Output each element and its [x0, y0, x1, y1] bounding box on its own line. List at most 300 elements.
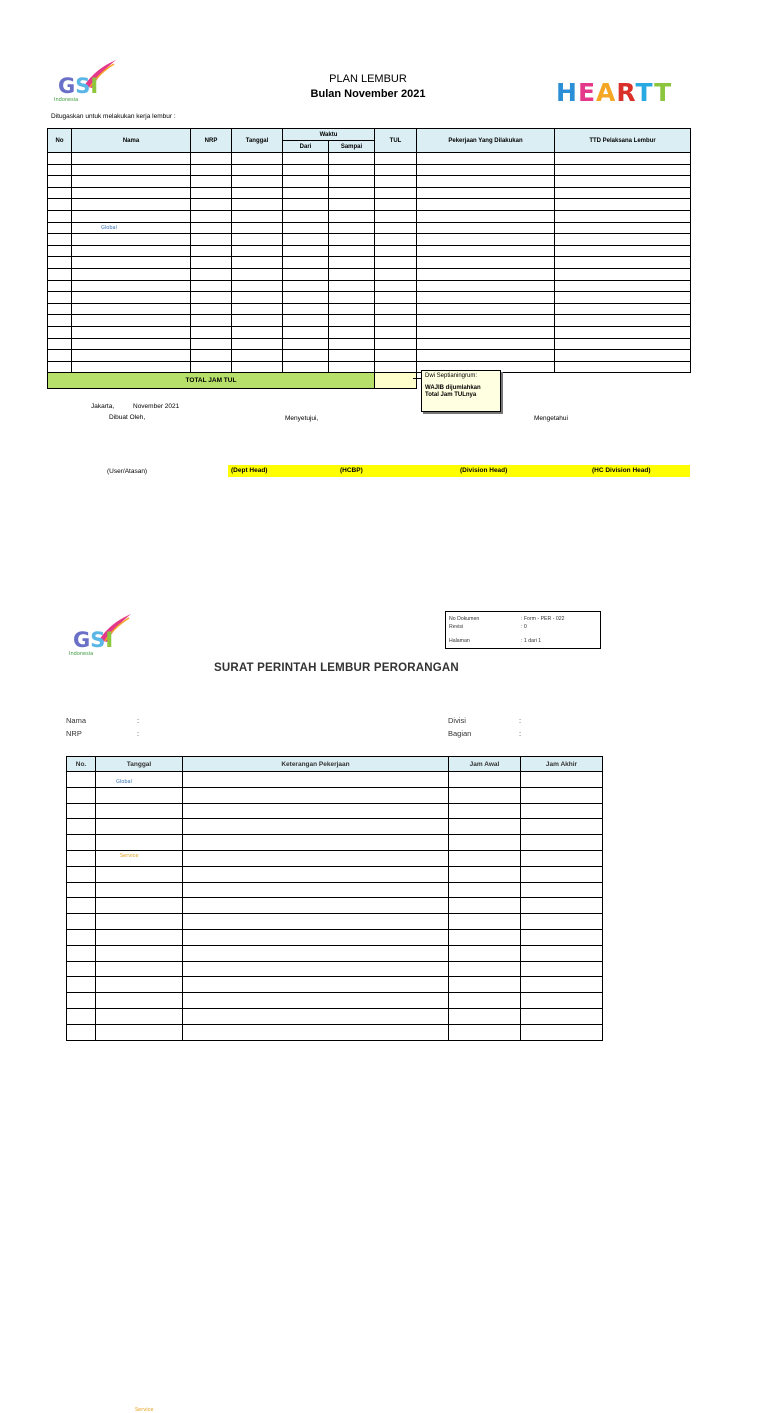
table-cell[interactable]	[375, 361, 417, 373]
table-cell[interactable]	[375, 153, 417, 165]
table-cell[interactable]	[521, 961, 603, 977]
table-cell[interactable]	[329, 280, 375, 292]
table-cell[interactable]	[329, 210, 375, 222]
table-cell[interactable]	[449, 803, 521, 819]
table-cell[interactable]	[48, 234, 72, 246]
table-cell[interactable]	[183, 1008, 449, 1024]
table-cell[interactable]	[521, 945, 603, 961]
table-cell[interactable]	[96, 787, 183, 803]
table-cell[interactable]	[232, 210, 283, 222]
table-cell[interactable]	[555, 303, 691, 315]
table-cell[interactable]	[183, 866, 449, 882]
table-cell[interactable]	[191, 176, 232, 188]
table-cell[interactable]	[72, 315, 191, 327]
table-cell[interactable]	[48, 199, 72, 211]
table-cell[interactable]	[375, 303, 417, 315]
table-cell[interactable]	[521, 787, 603, 803]
table-cell[interactable]	[96, 803, 183, 819]
table-cell[interactable]	[232, 176, 283, 188]
table-row	[48, 153, 691, 165]
table-cell[interactable]	[555, 199, 691, 211]
table-cell[interactable]	[555, 257, 691, 269]
table-cell[interactable]	[67, 850, 96, 866]
table-cell[interactable]	[521, 803, 603, 819]
table-cell[interactable]	[375, 210, 417, 222]
table-cell[interactable]	[375, 245, 417, 257]
table-cell[interactable]	[72, 268, 191, 280]
table-cell[interactable]	[449, 882, 521, 898]
table-cell[interactable]	[449, 914, 521, 930]
table-cell[interactable]	[48, 153, 72, 165]
table-row	[67, 993, 603, 1009]
table-cell[interactable]	[555, 326, 691, 338]
table-cell[interactable]	[67, 819, 96, 835]
table-cell[interactable]	[48, 268, 72, 280]
table-cell[interactable]	[555, 315, 691, 327]
table-cell[interactable]	[232, 257, 283, 269]
table-cell[interactable]	[96, 1008, 183, 1024]
heartt-letter: T	[635, 78, 655, 107]
table-cell[interactable]	[449, 819, 521, 835]
table-cell[interactable]	[72, 210, 191, 222]
place-label: Jakarta,	[91, 403, 115, 410]
table-cell[interactable]	[449, 772, 521, 788]
table-row	[67, 803, 603, 819]
table-cell[interactable]	[72, 245, 191, 257]
table-cell[interactable]	[191, 326, 232, 338]
table-cell[interactable]	[329, 153, 375, 165]
table-cell[interactable]	[232, 280, 283, 292]
table-cell[interactable]	[48, 176, 72, 188]
table-cell[interactable]	[417, 326, 555, 338]
table-cell[interactable]	[96, 929, 183, 945]
table-cell[interactable]	[191, 234, 232, 246]
table-cell[interactable]	[417, 303, 555, 315]
col-tanggal: Tanggal	[232, 129, 283, 153]
table-cell[interactable]	[48, 338, 72, 350]
table-cell[interactable]	[183, 882, 449, 898]
table-cell[interactable]	[183, 803, 449, 819]
table-row	[67, 787, 603, 803]
table-cell[interactable]	[48, 292, 72, 304]
table-cell[interactable]	[555, 234, 691, 246]
gsi-tagline: Global Service Indonesia	[54, 97, 139, 859]
table-cell[interactable]	[283, 153, 329, 165]
table-cell[interactable]	[449, 787, 521, 803]
table-cell[interactable]	[329, 234, 375, 246]
table-cell[interactable]	[191, 303, 232, 315]
field-bagian-label: Bagian	[448, 729, 472, 738]
table-cell[interactable]	[521, 819, 603, 835]
table-cell[interactable]	[417, 164, 555, 176]
table-cell[interactable]	[191, 164, 232, 176]
table-cell[interactable]	[449, 898, 521, 914]
table-cell[interactable]	[67, 787, 96, 803]
table-cell[interactable]	[67, 1008, 96, 1024]
table-cell[interactable]	[521, 850, 603, 866]
table-cell[interactable]	[555, 361, 691, 373]
table-cell[interactable]	[329, 350, 375, 362]
table-cell[interactable]	[67, 977, 96, 993]
table-cell[interactable]	[96, 772, 183, 788]
table-cell[interactable]	[96, 977, 183, 993]
table-cell[interactable]	[232, 350, 283, 362]
table-cell[interactable]	[67, 772, 96, 788]
table-cell[interactable]	[72, 222, 191, 234]
table-cell[interactable]	[449, 993, 521, 1009]
table-cell[interactable]	[48, 257, 72, 269]
table-cell[interactable]	[183, 850, 449, 866]
table-row	[48, 187, 691, 199]
table-cell[interactable]	[449, 1024, 521, 1040]
table-cell[interactable]	[191, 280, 232, 292]
table-cell[interactable]	[96, 1024, 183, 1040]
col-ttd: TTD Pelaksana Lembur	[555, 129, 691, 153]
table-cell[interactable]	[417, 268, 555, 280]
table-cell[interactable]	[521, 1024, 603, 1040]
table-cell[interactable]	[232, 361, 283, 373]
table-cell[interactable]	[521, 993, 603, 1009]
table-cell[interactable]	[417, 350, 555, 362]
table-cell[interactable]	[375, 257, 417, 269]
table-row	[48, 361, 691, 373]
comment-author: Dwi Septianingrum:	[425, 373, 478, 379]
table-cell[interactable]	[232, 199, 283, 211]
table-cell[interactable]	[417, 210, 555, 222]
table-cell[interactable]	[555, 187, 691, 199]
table-cell[interactable]	[232, 153, 283, 165]
table-cell[interactable]	[417, 153, 555, 165]
table-cell[interactable]	[329, 176, 375, 188]
table-cell[interactable]	[283, 350, 329, 362]
table-cell[interactable]	[191, 315, 232, 327]
table-cell[interactable]	[48, 222, 72, 234]
table-cell[interactable]	[72, 350, 191, 362]
table-cell[interactable]	[48, 326, 72, 338]
table-cell[interactable]	[417, 257, 555, 269]
table-cell[interactable]	[96, 993, 183, 1009]
table-cell[interactable]	[375, 292, 417, 304]
field-divisi-label: Divisi	[448, 716, 466, 725]
table-cell[interactable]	[329, 303, 375, 315]
table-cell[interactable]	[191, 153, 232, 165]
table-cell[interactable]	[191, 268, 232, 280]
table-row	[48, 199, 691, 211]
table-cell[interactable]	[72, 153, 191, 165]
table-cell[interactable]	[191, 187, 232, 199]
table-cell[interactable]	[232, 187, 283, 199]
table-cell[interactable]	[72, 280, 191, 292]
table-cell[interactable]	[67, 803, 96, 819]
table-cell[interactable]	[96, 914, 183, 930]
table-cell[interactable]	[67, 866, 96, 882]
table-cell[interactable]	[375, 280, 417, 292]
table-cell[interactable]	[96, 961, 183, 977]
table-cell[interactable]	[521, 866, 603, 882]
table-cell[interactable]	[283, 268, 329, 280]
table-cell[interactable]	[183, 819, 449, 835]
table-cell[interactable]	[449, 929, 521, 945]
table-cell[interactable]	[191, 350, 232, 362]
table-cell[interactable]	[232, 292, 283, 304]
table-cell[interactable]	[329, 292, 375, 304]
table-cell[interactable]	[521, 914, 603, 930]
table-cell[interactable]	[183, 929, 449, 945]
table-cell[interactable]	[375, 176, 417, 188]
table-cell[interactable]	[521, 1008, 603, 1024]
table-cell[interactable]	[67, 835, 96, 851]
table-cell[interactable]	[375, 350, 417, 362]
table-cell[interactable]	[48, 245, 72, 257]
doc-page-value: : 1 dari 1	[521, 638, 542, 644]
gsi-letters: GSI	[58, 74, 99, 98]
table-cell[interactable]	[283, 199, 329, 211]
table-cell[interactable]	[417, 187, 555, 199]
table-cell[interactable]	[375, 338, 417, 350]
table-cell[interactable]	[521, 929, 603, 945]
table-cell[interactable]	[48, 315, 72, 327]
table-cell[interactable]	[555, 350, 691, 362]
table-row	[67, 882, 603, 898]
doc-number-value: : Form - PER - 022	[521, 616, 565, 622]
table-cell[interactable]	[375, 315, 417, 327]
table-cell[interactable]	[555, 280, 691, 292]
table-cell[interactable]	[375, 164, 417, 176]
table-cell[interactable]	[72, 199, 191, 211]
table-cell[interactable]	[191, 338, 232, 350]
table-cell[interactable]	[183, 772, 449, 788]
table-cell[interactable]	[72, 361, 191, 373]
page-title: PLAN LEMBUR	[329, 73, 407, 85]
table-cell[interactable]	[555, 164, 691, 176]
table-cell[interactable]	[232, 234, 283, 246]
table-cell[interactable]	[555, 245, 691, 257]
table-cell[interactable]	[329, 164, 375, 176]
table-cell[interactable]	[521, 882, 603, 898]
table-cell[interactable]	[283, 326, 329, 338]
table-cell[interactable]	[283, 257, 329, 269]
table-row	[67, 819, 603, 835]
table-cell[interactable]	[283, 210, 329, 222]
table-cell[interactable]	[232, 222, 283, 234]
table-cell[interactable]	[555, 222, 691, 234]
table-row	[67, 1024, 603, 1040]
table-cell[interactable]	[521, 835, 603, 851]
table-cell[interactable]	[521, 898, 603, 914]
table-cell[interactable]	[232, 338, 283, 350]
table-cell[interactable]	[283, 338, 329, 350]
heartt-letter: T	[654, 78, 673, 107]
table-cell[interactable]	[67, 993, 96, 1009]
table-cell[interactable]	[232, 164, 283, 176]
total-jam-tul-label: TOTAL JAM TUL	[48, 373, 375, 389]
table-cell[interactable]	[72, 234, 191, 246]
table-cell[interactable]	[283, 187, 329, 199]
table-cell[interactable]	[329, 199, 375, 211]
field-divisi-sep: :	[519, 716, 522, 725]
table-cell[interactable]	[48, 210, 72, 222]
table-cell[interactable]	[449, 835, 521, 851]
table-cell[interactable]	[449, 945, 521, 961]
table-cell[interactable]	[375, 222, 417, 234]
table-cell[interactable]	[375, 268, 417, 280]
table-cell[interactable]	[191, 199, 232, 211]
table-cell[interactable]	[183, 787, 449, 803]
table-cell[interactable]	[48, 350, 72, 362]
table-cell[interactable]	[48, 361, 72, 373]
table-cell[interactable]	[521, 977, 603, 993]
table-cell[interactable]	[72, 326, 191, 338]
table-cell[interactable]	[329, 338, 375, 350]
table-cell[interactable]	[67, 961, 96, 977]
col-waktu: Waktu	[283, 129, 375, 141]
table-cell[interactable]	[449, 850, 521, 866]
table-cell[interactable]	[417, 234, 555, 246]
table-cell[interactable]	[417, 222, 555, 234]
table-cell[interactable]	[191, 257, 232, 269]
table-cell[interactable]	[555, 268, 691, 280]
table-cell[interactable]	[329, 245, 375, 257]
table-cell[interactable]	[191, 210, 232, 222]
table-row	[48, 338, 691, 350]
field-nama-sep: :	[137, 716, 140, 725]
comment-text-line1: WAJIB dijumlahkan	[425, 385, 481, 391]
table-cell[interactable]	[232, 268, 283, 280]
table-cell[interactable]	[555, 153, 691, 165]
table-cell[interactable]	[283, 292, 329, 304]
table-cell[interactable]	[96, 882, 183, 898]
table-cell[interactable]	[232, 245, 283, 257]
table-cell[interactable]	[329, 268, 375, 280]
table-cell[interactable]	[191, 361, 232, 373]
table-cell[interactable]	[191, 222, 232, 234]
table-cell[interactable]	[96, 945, 183, 961]
table-cell[interactable]	[191, 292, 232, 304]
approved-label: Menyetujui,	[285, 415, 319, 422]
table-cell[interactable]	[183, 945, 449, 961]
table-cell[interactable]	[67, 945, 96, 961]
table-cell[interactable]	[283, 176, 329, 188]
table-cell[interactable]	[417, 176, 555, 188]
table-cell[interactable]	[329, 315, 375, 327]
table-cell[interactable]	[555, 292, 691, 304]
table-cell[interactable]	[449, 977, 521, 993]
table-cell[interactable]	[183, 914, 449, 930]
table-cell[interactable]	[72, 338, 191, 350]
table-cell[interactable]	[48, 187, 72, 199]
doc-revision-label: Revisi	[449, 624, 464, 630]
table-cell[interactable]	[283, 164, 329, 176]
table-cell[interactable]	[232, 315, 283, 327]
table-cell[interactable]	[72, 292, 191, 304]
table-cell[interactable]	[449, 961, 521, 977]
table-cell[interactable]	[183, 961, 449, 977]
table-cell[interactable]	[67, 929, 96, 945]
table-cell[interactable]	[329, 222, 375, 234]
table-cell[interactable]	[232, 326, 283, 338]
table-cell[interactable]	[329, 187, 375, 199]
table-cell[interactable]	[375, 199, 417, 211]
table-cell[interactable]	[449, 866, 521, 882]
table-cell[interactable]	[48, 280, 72, 292]
table-cell[interactable]	[48, 303, 72, 315]
table-row	[67, 835, 603, 851]
col-jam-awal: Jam Awal	[449, 757, 521, 772]
col-nama: Nama	[72, 129, 191, 153]
table-row	[67, 914, 603, 930]
table-cell[interactable]	[72, 257, 191, 269]
table-row	[48, 315, 691, 327]
table-cell[interactable]	[183, 993, 449, 1009]
table-cell[interactable]	[283, 303, 329, 315]
table-cell[interactable]	[555, 210, 691, 222]
table-cell[interactable]	[183, 835, 449, 851]
table-cell[interactable]	[283, 245, 329, 257]
page-subtitle: Bulan November 2021	[310, 88, 426, 100]
table-cell[interactable]	[283, 315, 329, 327]
table-cell[interactable]	[96, 819, 183, 835]
table-cell[interactable]	[96, 898, 183, 914]
table-cell[interactable]	[191, 245, 232, 257]
table-cell[interactable]	[183, 898, 449, 914]
table-cell[interactable]	[417, 245, 555, 257]
table-cell[interactable]	[555, 338, 691, 350]
table-cell[interactable]	[417, 315, 555, 327]
table-cell[interactable]	[329, 326, 375, 338]
table-cell[interactable]	[72, 176, 191, 188]
table-cell[interactable]	[417, 338, 555, 350]
table-cell[interactable]	[232, 303, 283, 315]
table-cell[interactable]	[521, 772, 603, 788]
table-cell[interactable]	[96, 866, 183, 882]
table-cell[interactable]	[375, 234, 417, 246]
col-no: No.	[67, 757, 96, 772]
table-cell[interactable]	[183, 977, 449, 993]
doc-revision-value: : 0	[521, 624, 527, 630]
table-cell[interactable]	[329, 361, 375, 373]
total-jam-tul-value[interactable]	[375, 373, 417, 389]
table-cell[interactable]	[183, 1024, 449, 1040]
table-cell[interactable]	[72, 164, 191, 176]
field-nama-label: Nama	[66, 716, 87, 725]
table-cell[interactable]	[96, 850, 183, 866]
table-cell[interactable]	[417, 292, 555, 304]
table-cell[interactable]	[283, 234, 329, 246]
table-cell[interactable]	[67, 898, 96, 914]
table-cell[interactable]	[48, 164, 72, 176]
table-cell[interactable]	[67, 914, 96, 930]
table-cell[interactable]	[449, 1008, 521, 1024]
table-cell[interactable]	[67, 1024, 96, 1040]
field-bagian-sep: :	[519, 729, 522, 738]
table-cell[interactable]	[72, 303, 191, 315]
table-cell[interactable]	[375, 326, 417, 338]
table-cell[interactable]	[283, 361, 329, 373]
table-cell[interactable]	[329, 257, 375, 269]
table-row	[48, 350, 691, 362]
table-cell[interactable]	[67, 882, 96, 898]
table-cell[interactable]	[283, 280, 329, 292]
table-cell[interactable]	[417, 280, 555, 292]
table-cell[interactable]	[555, 176, 691, 188]
table-cell[interactable]	[417, 199, 555, 211]
table-cell[interactable]	[96, 835, 183, 851]
table-cell[interactable]	[375, 187, 417, 199]
table-cell[interactable]	[283, 222, 329, 234]
comment-box[interactable]	[421, 370, 501, 412]
overtime-plan-table	[47, 128, 691, 389]
table-cell[interactable]	[72, 187, 191, 199]
